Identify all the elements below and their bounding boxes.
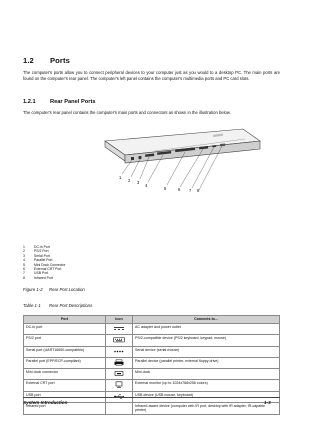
monitor-icon — [112, 381, 126, 388]
callout-3: 3 — [137, 180, 140, 185]
footer-rule — [23, 397, 280, 398]
table-row: DC-in port AC adapter and power outlet — [24, 324, 280, 335]
table-row: PS/2 port PS/2-compatible device (PS/2 keyboard, keypad, mouse) — [24, 335, 280, 346]
intro-paragraph: The computer's ports allow you to connect peripheral devices to your computer just as you would to a desktop PC. The main ports are found on the computer's rear panel. The computer's left panel contains the computer's multimedia ports and PC card slots. — [23, 70, 280, 81]
callout-4: 4 — [145, 183, 148, 188]
footer-title: System Introduction — [23, 400, 68, 405]
legend-item: 8 Infrared Port — [23, 275, 53, 280]
subsection-paragraph: The computer's rear panel contains the computer's main ports and connectors as shown in the illustration below. — [23, 110, 231, 115]
legend-item: 7 USB Port — [23, 271, 49, 276]
header-port: Port — [24, 316, 106, 324]
table-row: External CRT port External monitor (up to 1024x768x256 colors) — [24, 380, 280, 391]
legend-item: 4 Parallel Port — [23, 258, 53, 263]
laptop-rear-illustration — [95, 127, 265, 192]
table-caption: Table 1-1 Rear Port Descriptions — [23, 303, 93, 308]
table-row: Serial port (UART16650-compatible) Serial device (serial mouse) — [24, 346, 280, 357]
dc-in-port-shape — [131, 157, 134, 160]
legend-item: 6 External CRT Port — [23, 267, 62, 272]
header-icon: Icon — [106, 316, 133, 324]
serial-icon — [112, 348, 126, 355]
legend-item: 3 Serial Port — [23, 253, 50, 258]
keyboard-icon — [112, 336, 126, 343]
section-heading — [23, 56, 70, 65]
figure-caption: Figure 1-2 Rear Port Location — [23, 287, 85, 292]
subsection-number: 1.2.1 — [23, 99, 36, 105]
legend-item: 1 DC-in Port — [23, 245, 50, 249]
table-header-row — [24, 316, 280, 324]
port-legend — [23, 245, 65, 280]
callout-2: 2 — [128, 178, 131, 183]
ps2-port-shape — [138, 156, 141, 159]
table-row: Parallel port (EPP/ECP-compliant) Parallel device (parallel printer, external floppy drive) — [24, 357, 280, 368]
section-title: Ports — [50, 56, 70, 65]
legend-item: 5 Mini Dock Connector — [23, 262, 66, 267]
subsection-heading — [23, 99, 96, 105]
callout-1: 1 — [119, 175, 122, 180]
section-number: 1.2 — [23, 56, 34, 65]
subsection-title: Rear Panel Ports — [50, 99, 96, 105]
callout-6: 6 — [178, 187, 181, 192]
table-row: USB port USB device (USB mouse, keyboard) — [24, 391, 280, 402]
dc-in-icon — [112, 325, 126, 332]
callout-7: 7 — [189, 188, 192, 192]
footer-page-number: 1-3 — [264, 400, 271, 405]
printer-icon — [112, 359, 126, 366]
dock-icon — [112, 370, 126, 377]
header-connects: Connects to... — [133, 316, 280, 324]
callout-5: 5 — [164, 186, 167, 191]
table-row: Infrared port Infrared-aware device (computer with IR port, desktop with IR adapter, IR-capable printer) — [24, 403, 280, 415]
table-row: Mini dock connector Mini dock — [24, 369, 280, 380]
legend-item: 2 PS/2 Port — [23, 249, 49, 254]
callout-8: 8 — [197, 188, 200, 192]
